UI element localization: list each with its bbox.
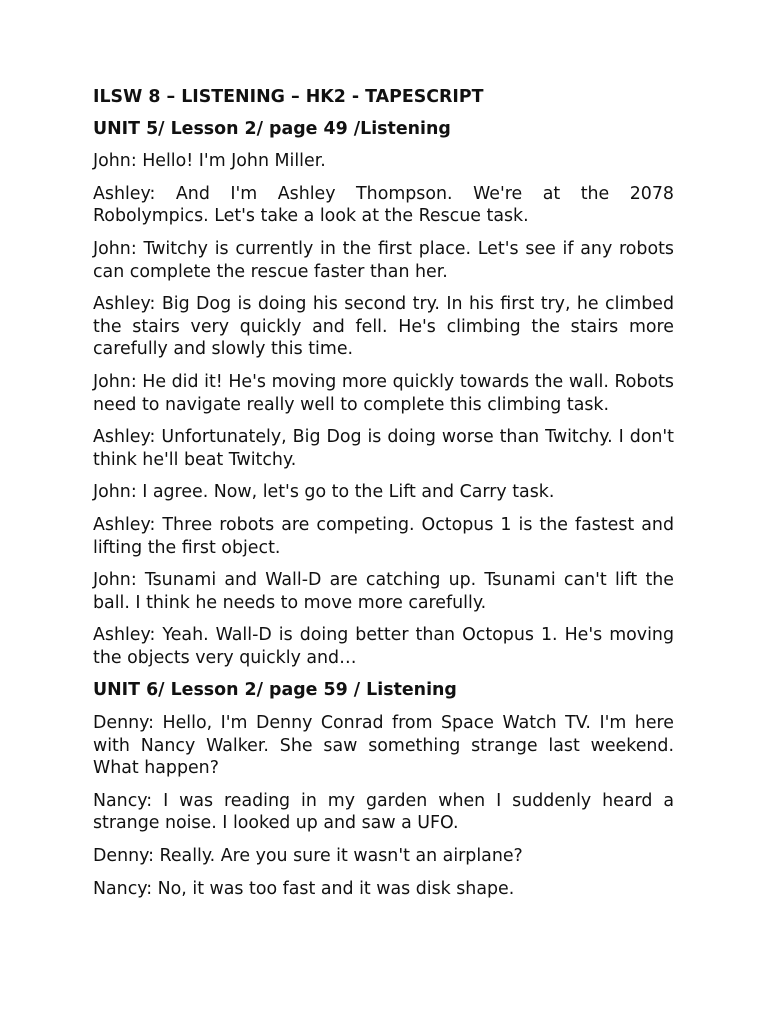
dialogue-line: Ashley: Big Dog is doing his second try. In his first try, he climbed the stairs very quickly and fell. He's climbing the stairs more carefully and slowly this time. [93, 294, 674, 360]
dialogue-line: Denny: Really. Are you sure it wasn't an airplane? [93, 846, 523, 867]
unit6-heading: UNIT 6/ Lesson 2/ page 59 / Listening [93, 680, 457, 701]
dialogue-line: Nancy: I was reading in my garden when I suddenly heard a strange noise. I looked up and saw a UFO. [93, 790, 674, 834]
dialogue-line: John: Hello! I'm John Miller. [93, 151, 326, 172]
dialogue-line: Ashley: And I'm Ashley Thompson. We're at the 2078 Robolympics. Let's take a look at the Rescue task. [93, 183, 674, 227]
unit5-heading: UNIT 5/ Lesson 2/ page 49 /Listening [93, 118, 451, 139]
dialogue-line: Denny: Hello, I'm Denny Conrad from Space Watch TV. I'm here with Nancy Walker. She saw something strange last weekend. What happen? [93, 713, 674, 779]
dialogue-line: John: Twitchy is currently in the first place. Let's see if any robots can complete the rescue faster than her. [93, 238, 674, 282]
dialogue-line: Nancy: No, it was too fast and it was disk shape. [93, 878, 515, 899]
dialogue-line: John: I agree. Now, let's go to the Lift and Carry task. [93, 482, 555, 503]
dialogue-line: Ashley: Yeah. Wall-D is doing better than Octopus 1. He's moving the objects very quickly and… [93, 625, 674, 668]
dialogue-line: Ashley: Unfortunately, Big Dog is doing worse than Twitchy. I don't think he'll beat Twitchy. [93, 427, 674, 470]
dialogue-line: John: Tsunami and Wall-D are catching up. Tsunami can't lift the ball. I think he needs to move more carefully. [93, 570, 674, 613]
document-title: ILSW 8 – LISTENING – HK2 - TAPESCRIPT [93, 87, 484, 107]
tapescript-page [93, 86, 674, 910]
dialogue-line: John: He did it! He's moving more quickly towards the wall. Robots need to navigate really well to complete this climbing task. [93, 371, 674, 415]
dialogue-line: Ashley: Three robots are competing. Octopus 1 is the fastest and lifting the first object. [93, 514, 674, 558]
